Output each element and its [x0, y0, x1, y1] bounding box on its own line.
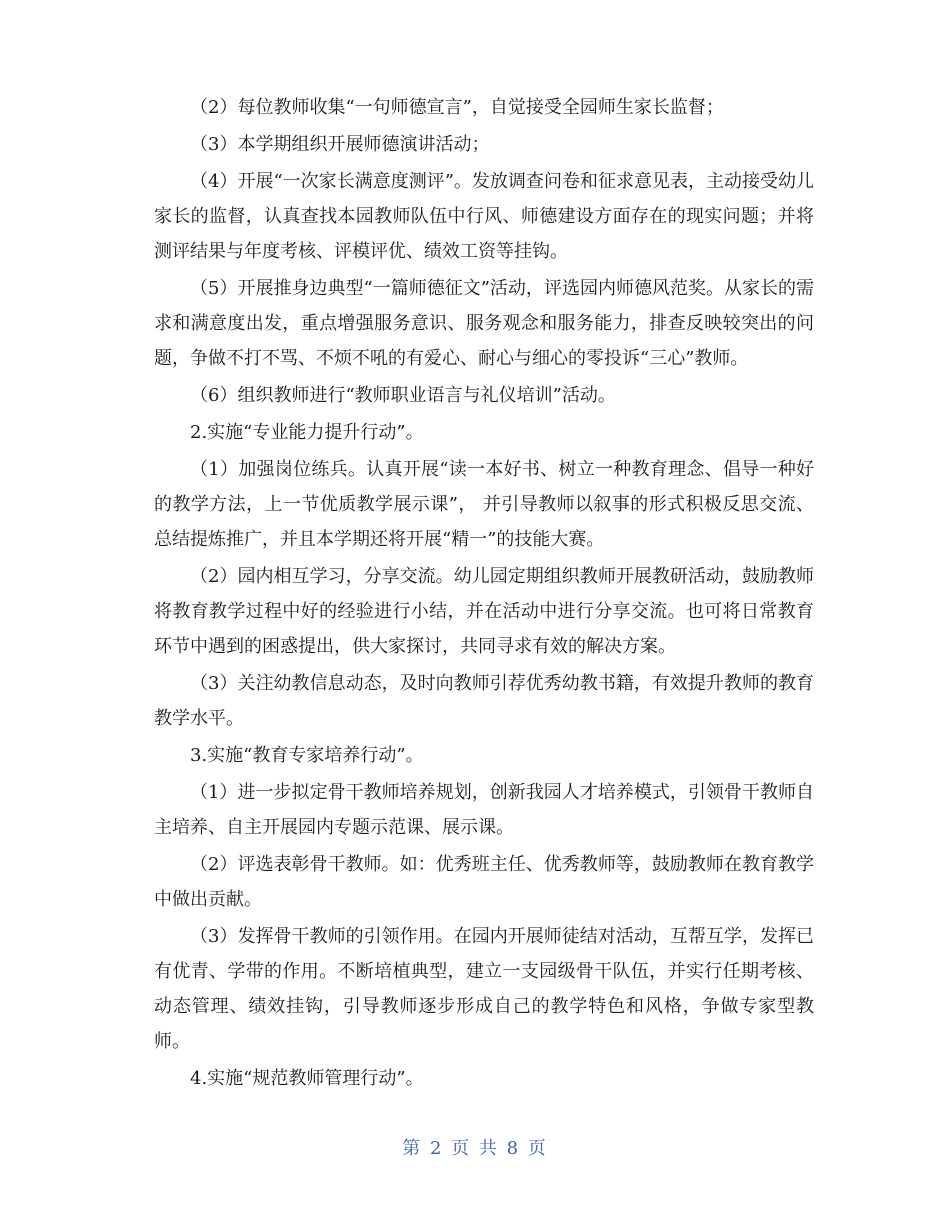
- paragraph-4-item-3: （3）发挥骨干教师的引领作用。在园内开展师徒结对活动，互帮互学，发挥已有优青、学带的作用。不断培植典型，建立一支园级骨干队伍，并实行任期考核、动态管理、绩效挂钩，引导教师逐步形成自己的教学特色和风格，争做专家型教师。: [154, 926, 814, 1052]
- paragraph-3-item-2: （2）园内相互学习，分享交流。幼儿园定期组织教师开展教研活动，鼓励教师将教育教学过程中好的经验进行小结，并在活动中进行分享交流。也可将日常教育环节中遇到的困惑提出，供大家探讨，共同寻求有效的解决方案。: [154, 566, 814, 657]
- paragraph-2-item-3: （3）本学期组织开展师德演讲活动；: [190, 134, 490, 155]
- section-heading-2: 2.实施“专业能力提升行动”。: [190, 422, 424, 443]
- document-body: [154, 90, 814, 1098]
- paragraph-2-item-6: （6）组织教师进行“教师职业语言与礼仪培训”活动。: [190, 385, 616, 406]
- paragraph-2-item-5: （5）开展推身边典型“一篇师德征文”活动，评选园内师德风范奖。从家长的需求和满意度出发，重点增强服务意识、服务观念和服务能力，排查反映较突出的问题，争做不打不骂、不烦不吼的有爱心、耐心与细心的零投诉“三心”教师。: [154, 278, 814, 369]
- page-number-footer: 第 2 页 共 8 页: [402, 1138, 548, 1159]
- paragraph-2-item-2: （2）每位教师收集“一句师德宣言”，自觉接受全园师生家长监督；: [190, 97, 724, 118]
- paragraph-4-item-1: （1）进一步拟定骨干教师培养规划，创新我园人才培养模式，引领骨干教师自主培养、自主开展园内专题示范课、展示课。: [154, 782, 814, 838]
- section-heading-4: 4.实施“规范教师管理行动”。: [190, 1068, 424, 1089]
- paragraph-3-item-1: （1）加强岗位练兵。认真开展“读一本好书、树立一种教育理念、倡导一种好的教学方法，上一节优质教学展示课”， 并引导教师以叙事的形式积极反思交流、总结提炼推广，并且本学期还将开展“精一”的技能大赛。: [154, 459, 814, 550]
- paragraph-3-item-3: （3）关注幼教信息动态，及时向教师引荐优秀幼教书籍，有效提升教师的教育教学水平。: [154, 673, 814, 729]
- paragraph-2-item-4: （4）开展“一次家长满意度测评”。发放调查问卷和征求意见表，主动接受幼儿家长的监督，认真查找本园教师队伍中行风、师德建设方面存在的现实问题；并将测评结果与年度考核、评模评优、绩效工资等挂钩。: [154, 171, 814, 262]
- paragraph-4-item-2: （2）评选表彰骨干教师。如：优秀班主任、优秀教师等，鼓励教师在教育教学中做出贡献。: [154, 854, 814, 910]
- section-heading-3: 3.实施“教育专家培养行动”。: [190, 745, 424, 766]
